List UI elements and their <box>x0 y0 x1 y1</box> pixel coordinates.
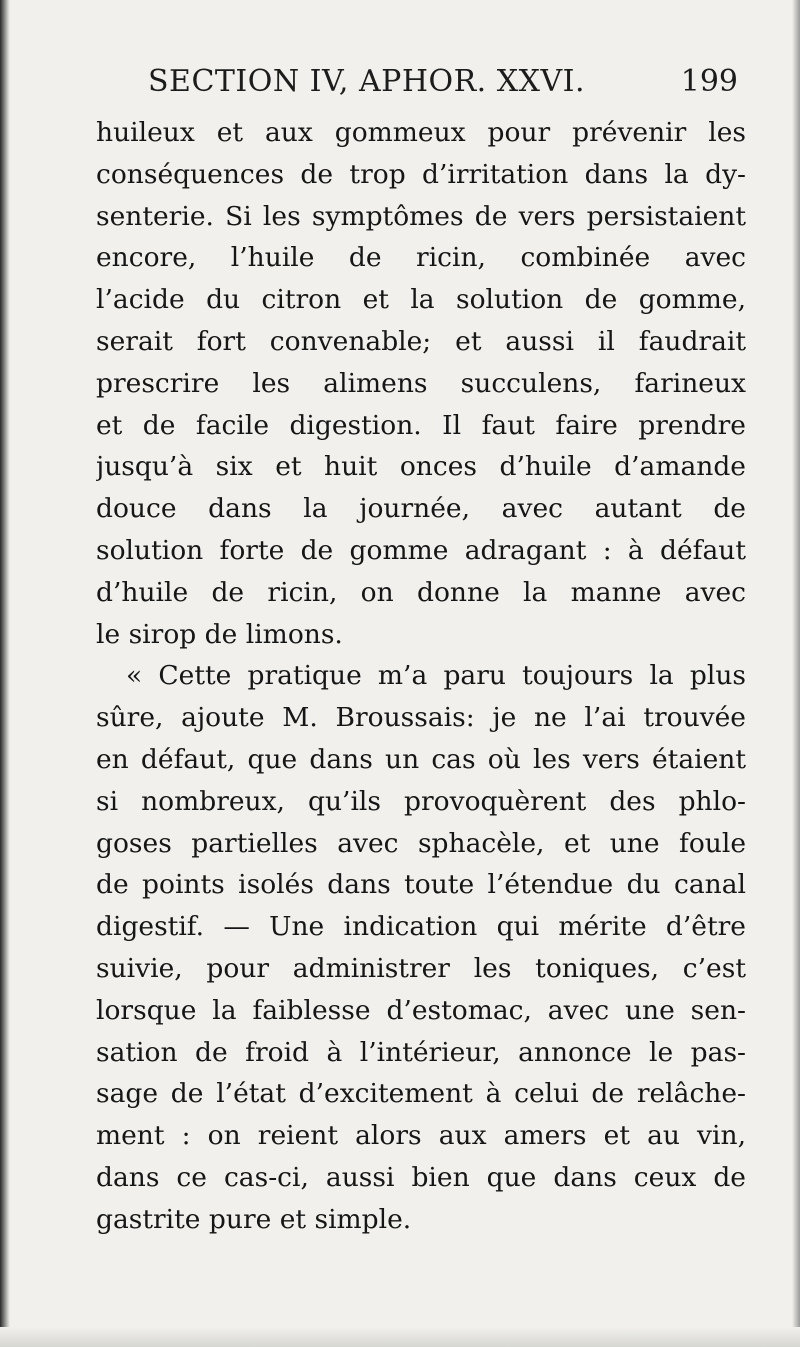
text-line: serait fort convenable; et aussi il faudrait <box>96 325 746 357</box>
text-line: senterie. Si les symptômes de vers persistaient <box>96 200 746 232</box>
text-line: ment : on reient alors aux amers et au vin, <box>96 1120 746 1152</box>
text-line: en défaut, que dans un cas où les vers étaient <box>96 743 746 775</box>
body-text <box>96 112 746 1241</box>
text-line: huileux et aux gommeux pour prévenir les <box>96 117 746 148</box>
text-line: suivie, pour administrer les toniques, c’est <box>96 952 746 984</box>
text-line: digestif. — Une indication qui mérite d’être <box>96 911 746 943</box>
text-line: solution forte de gomme adragant : à défaut <box>96 534 746 566</box>
text-line: sûre, ajoute M. Broussais: je ne l’ai trouvée <box>96 702 746 734</box>
text-line: gastrite pure et simple. <box>96 1203 412 1235</box>
page-right-edge <box>792 0 800 1347</box>
page-header <box>148 64 738 104</box>
text-line: et de facile digestion. Il faut faire prendre <box>96 409 746 441</box>
text-line: prescrire les alimens succulens, farineux <box>96 367 746 399</box>
text-line: douce dans la journée, avec autant de <box>96 493 746 525</box>
text-line: jusqu’à six et huit onces d’huile d’amande <box>96 451 746 483</box>
text-line: lorsque la faiblesse d’estomac, avec une sen- <box>96 994 746 1026</box>
text-line: goses partielles avec sphacèle, et une foule <box>96 827 746 859</box>
page-number: 199 <box>680 64 738 99</box>
running-head: SECTION IV, APHOR. XXVI. <box>148 64 586 99</box>
page-bottom-edge <box>0 1327 800 1347</box>
text-line: d’huile de ricin, on donne la manne avec <box>96 576 746 608</box>
text-line: conséquences de trop d’irritation dans la dy- <box>96 158 746 190</box>
text-line: le sirop de limons. <box>96 618 343 650</box>
text-line: encore, l’huile de ricin, combinée avec <box>96 242 746 274</box>
text-line: sage de l’état d’excitement à celui de relâche- <box>96 1078 746 1110</box>
page-left-edge <box>0 0 10 1347</box>
text-line: dans ce cas-ci, aussi bien que dans ceux de <box>96 1161 746 1193</box>
text-line: « Cette pratique m’a paru toujours la plus <box>126 660 746 692</box>
text-line: de points isolés dans toute l’étendue du canal <box>96 869 746 901</box>
text-line: sation de froid à l’intérieur, annonce le pas- <box>96 1036 746 1068</box>
text-line: l’acide du citron et la solution de gomme, <box>96 284 746 316</box>
text-line: si nombreux, qu’ils provoquèrent des phlo- <box>96 785 746 817</box>
